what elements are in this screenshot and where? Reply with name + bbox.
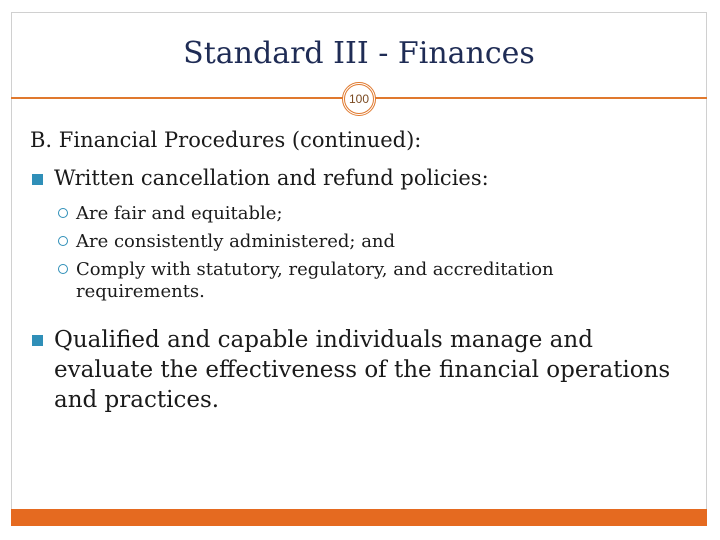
square-bullet-icon — [32, 335, 43, 346]
section-heading: B. Financial Procedures (continued): — [30, 128, 422, 152]
square-bullet-icon — [32, 174, 43, 185]
bullet-text: Written cancellation and refund policies: — [54, 166, 489, 190]
ring-bullet-icon — [58, 264, 68, 274]
footer-bar — [11, 509, 707, 526]
sub-bullet-item — [56, 231, 686, 253]
bullet-text: Qualified and capable individuals manage and evaluate the effectiveness of the financial operations and practices. — [54, 327, 671, 413]
sub-bullet-list — [56, 203, 686, 309]
bullet-cancellation-policies — [28, 166, 489, 190]
sub-bullet-item — [56, 259, 686, 303]
page-number-badge: 100 — [342, 82, 376, 116]
sub-bullet-text: Are consistently administered; and — [76, 231, 396, 252]
sub-bullet-text: Are fair and equitable; — [76, 203, 283, 224]
slide-title: Standard III - Finances — [183, 36, 535, 71]
bullet-qualified-individuals — [28, 325, 698, 415]
sub-bullet-item — [56, 203, 686, 225]
ring-bullet-icon — [58, 236, 68, 246]
sub-bullet-text: Comply with statutory, regulatory, and accreditation requirements. — [76, 259, 554, 302]
ring-bullet-icon — [58, 208, 68, 218]
